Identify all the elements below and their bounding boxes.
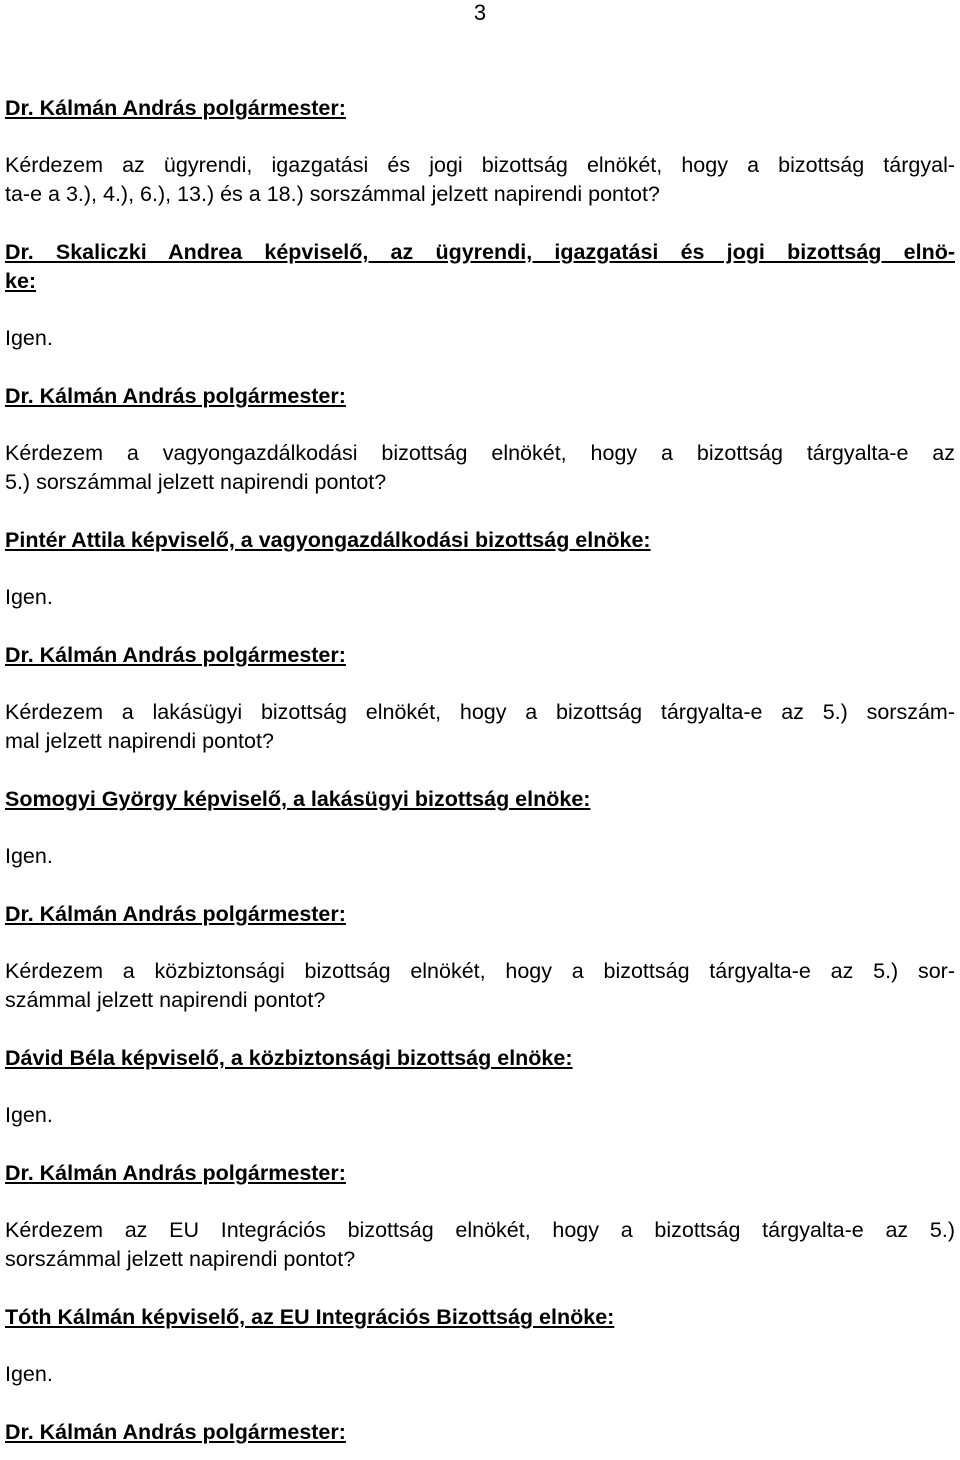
speaker-name: Somogyi György képviselő, a lakásügyi bizottság elnöke:	[5, 787, 591, 811]
speaker-heading	[5, 526, 955, 555]
speaker-name: Dr. Kálmán András polgármester:	[5, 96, 346, 120]
speaker-heading	[5, 641, 955, 670]
text-line: Igen.	[5, 1103, 53, 1127]
speech-paragraph	[5, 1101, 955, 1130]
text-line: sorszámmal jelzett napirendi pontot?	[5, 1247, 356, 1271]
speaker-heading	[5, 382, 955, 411]
text-line: Kérdezem az ügyrendi, igazgatási és jogi bizottság elnökét, hogy a bizottság tárgyal-	[5, 153, 955, 177]
text-line: Igen.	[5, 585, 53, 609]
speaker-name: Dr. Kálmán András polgármester:	[5, 384, 346, 408]
speech-paragraph	[5, 842, 955, 871]
speaker-heading	[5, 900, 955, 929]
speaker-heading	[5, 238, 955, 296]
speech-paragraph	[5, 151, 955, 209]
speech-paragraph	[5, 1216, 955, 1274]
speaker-name: Dr. Skaliczki Andrea képviselő, az ügyrendi, igazgatási és jogi bizottság elnö-	[5, 240, 955, 264]
speaker-heading	[5, 1303, 955, 1332]
speaker-name: Dávid Béla képviselő, a közbiztonsági bizottság elnöke:	[5, 1046, 573, 1070]
speaker-heading	[5, 1044, 955, 1073]
speaker-heading	[5, 1159, 955, 1188]
speaker-heading	[5, 94, 955, 123]
speaker-heading	[5, 785, 955, 814]
text-line: 5.) sorszámmal jelzett napirendi pontot?	[5, 470, 387, 494]
speech-paragraph	[5, 324, 955, 353]
transcript-body	[5, 94, 955, 1447]
page-number: 3	[473, 0, 487, 25]
text-line: Kérdezem az EU Integrációs bizottság elnökét, hogy a bizottság tárgyalta-e az 5.)	[5, 1218, 955, 1242]
text-line: Kérdezem a vagyongazdálkodási bizottság elnökét, hogy a bizottság tárgyalta-e az	[5, 441, 955, 465]
text-line: Igen.	[5, 1362, 53, 1386]
speaker-name: Tóth Kálmán képviselő, az EU Integrációs Bizottság elnöke:	[5, 1305, 615, 1329]
text-line: Igen.	[5, 844, 53, 868]
text-line: Kérdezem a lakásügyi bizottság elnökét, hogy a bizottság tárgyalta-e az 5.) sorszám-	[5, 700, 955, 724]
speaker-name: Pintér Attila képviselő, a vagyongazdálkodási bizottság elnöke:	[5, 528, 651, 552]
speech-paragraph	[5, 1360, 955, 1389]
speaker-name: Dr. Kálmán András polgármester:	[5, 643, 346, 667]
speaker-name: ke:	[5, 269, 37, 293]
text-line: ta-e a 3.), 4.), 6.), 13.) és a 18.) sorszámmal jelzett napirendi pontot?	[5, 182, 660, 206]
speaker-name: Dr. Kálmán András polgármester:	[5, 1420, 346, 1444]
speaker-name: Dr. Kálmán András polgármester:	[5, 902, 346, 926]
text-line: számmal jelzett napirendi pontot?	[5, 988, 326, 1012]
text-line: mal jelzett napirendi pontot?	[5, 729, 274, 753]
speaker-name: Dr. Kálmán András polgármester:	[5, 1161, 346, 1185]
speech-paragraph	[5, 957, 955, 1015]
speech-paragraph	[5, 583, 955, 612]
text-line: Kérdezem a közbiztonsági bizottság elnökét, hogy a bizottság tárgyalta-e az 5.) sor-	[5, 959, 955, 983]
text-line: Igen.	[5, 326, 53, 350]
speaker-heading	[5, 1418, 955, 1447]
speech-paragraph	[5, 439, 955, 497]
speech-paragraph	[5, 698, 955, 756]
